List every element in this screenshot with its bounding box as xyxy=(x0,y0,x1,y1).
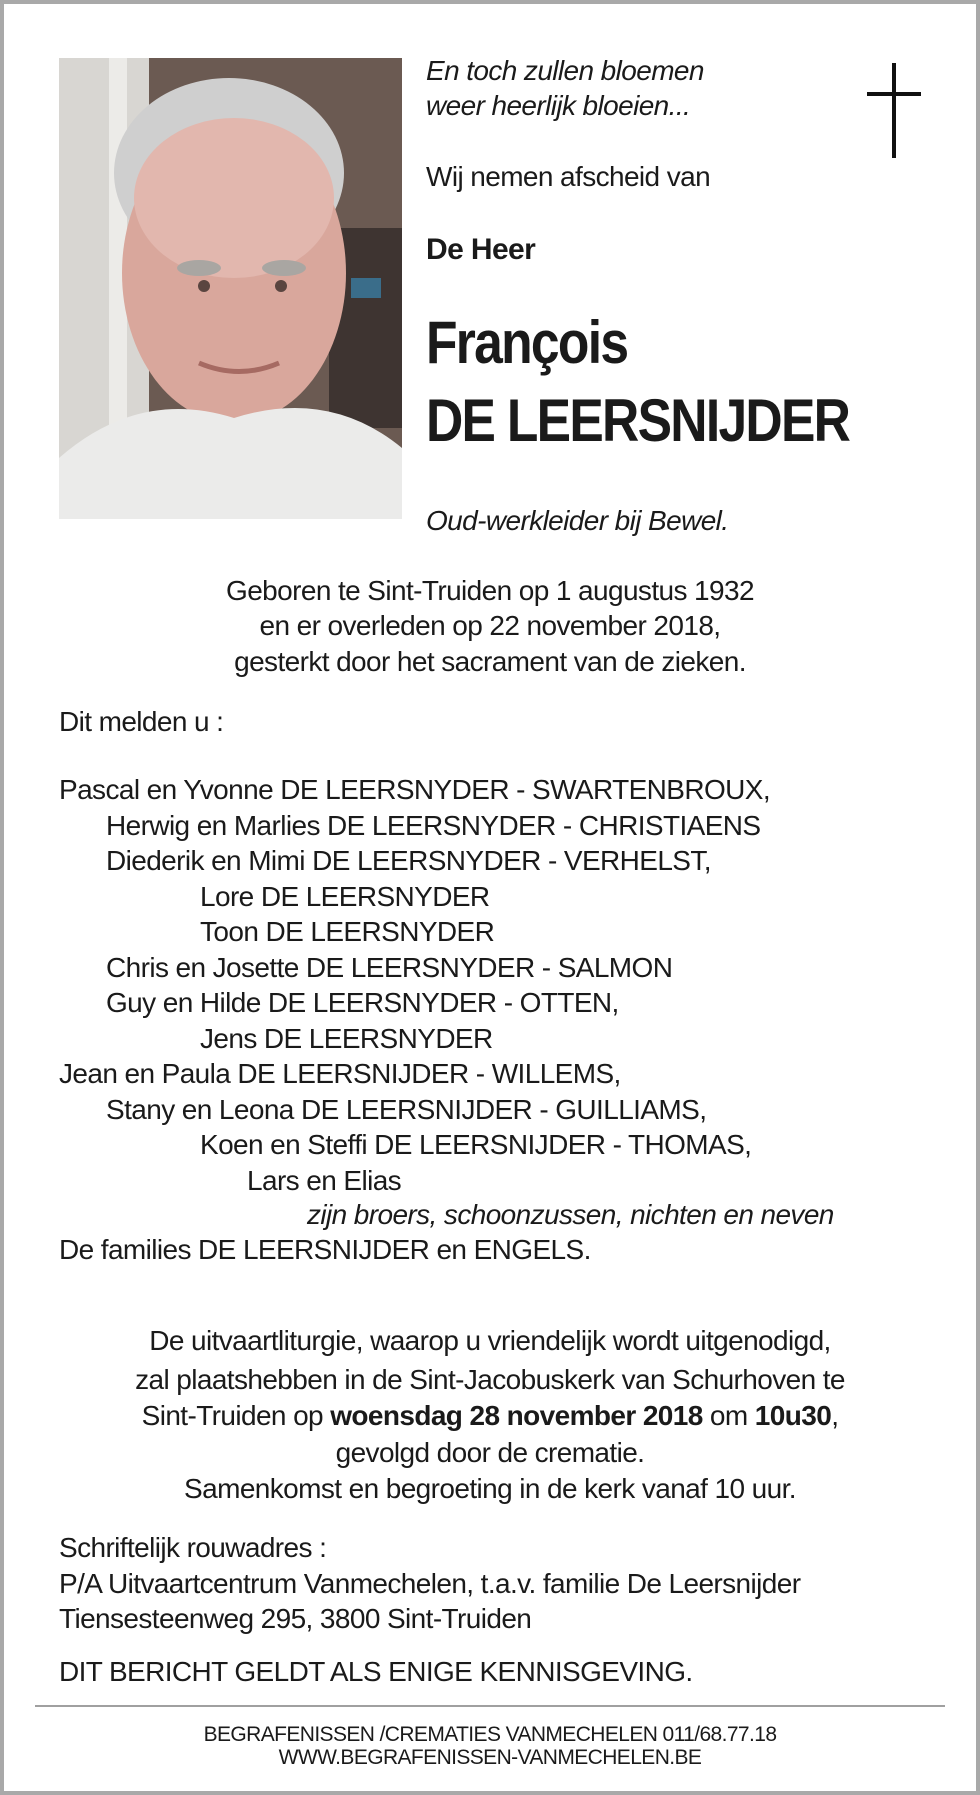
family-line: Diederik en Mimi DE LEERSNYDER - VERHELST, xyxy=(106,845,711,876)
announcers-intro: Dit melden u : xyxy=(59,706,224,737)
family-line: Toon DE LEERSNYDER xyxy=(200,916,495,947)
address-label: Schriftelijk rouwadres : xyxy=(59,1532,327,1563)
family-line: Jean en Paula DE LEERSNIJDER - WILLEMS, xyxy=(59,1058,621,1089)
family-line: Lars en Elias xyxy=(247,1165,402,1196)
poem-line-1: En toch zullen bloemen xyxy=(426,55,704,86)
family-line: Jens DE LEERSNYDER xyxy=(200,1023,493,1054)
funeral-line-3 xyxy=(0,1398,980,1434)
deceased-first-name: François xyxy=(426,309,628,376)
relation-line: zijn broers, schoonzussen, nichten en neven xyxy=(307,1199,834,1230)
funeral-line-4: gevolgd door de crematie. xyxy=(335,1437,645,1468)
occupation-text: Oud-werkleider bij Bewel. xyxy=(426,505,729,536)
funeral-line-2: zal plaatshebben in de Sint-Jacobuskerk van Schurhoven te xyxy=(135,1364,845,1395)
family-line: Lore DE LEERSNYDER xyxy=(200,881,490,912)
family-line: Pascal en Yvonne DE LEERSNYDER - SWARTENBROUX, xyxy=(59,774,771,805)
footer-divider xyxy=(35,1705,945,1707)
funeral-om-text: om xyxy=(702,1400,755,1431)
deceased-last-name: DE LEERSNIJDER xyxy=(426,387,850,454)
family-line: Herwig en Marlies DE LEERSNYDER - CHRISTIAENS xyxy=(106,810,761,841)
birth-line: Geboren te Sint-Truiden op 1 augustus 1932 xyxy=(226,575,754,606)
funeral-time: 10u30 xyxy=(754,1400,832,1431)
intro-text: Wij nemen afscheid van xyxy=(426,161,711,192)
title-text: De Heer xyxy=(426,233,536,266)
funeral-date: woensdag 28 november 2018 xyxy=(330,1400,703,1431)
poem-line-2: weer heerlijk bloeien... xyxy=(426,90,691,121)
sacrament-line: gesterkt door het sacrament van de zieken. xyxy=(234,646,746,677)
funeral-comma: , xyxy=(831,1400,839,1431)
family-line: Koen en Steffi DE LEERSNIJDER - THOMAS, xyxy=(200,1129,752,1160)
footer-website[interactable]: WWW.BEGRAFENISSEN-VANMECHELEN.BE xyxy=(278,1746,702,1769)
funeral-line-5: Samenkomst en begroeting in de kerk vanaf 10 uur. xyxy=(184,1473,796,1504)
notice-text: DIT BERICHT GELDT ALS ENIGE KENNISGEVING. xyxy=(59,1656,693,1687)
death-line: en er overleden op 22 november 2018, xyxy=(259,610,721,641)
footer-company: BEGRAFENISSEN /CREMATIES VANMECHELEN 011/68.77.18 xyxy=(203,1723,777,1746)
address-line-2: Tiensesteenweg 295, 3800 Sint-Truiden xyxy=(59,1603,532,1634)
funeral-place-text: Sint-Truiden op xyxy=(141,1400,331,1431)
cross-icon xyxy=(867,63,921,158)
address-line-1: P/A Uitvaartcentrum Vanmechelen, t.a.v. familie De Leersnijder xyxy=(59,1568,801,1599)
portrait-photo xyxy=(59,58,402,519)
family-line: Chris en Josette DE LEERSNYDER - SALMON xyxy=(106,952,673,983)
family-line: Stany en Leona DE LEERSNIJDER - GUILLIAMS, xyxy=(106,1094,707,1125)
families-line: De families DE LEERSNIJDER en ENGELS. xyxy=(59,1234,591,1265)
family-line: Guy en Hilde DE LEERSNYDER - OTTEN, xyxy=(106,987,619,1018)
funeral-line-1: De uitvaartliturgie, waarop u vriendelijk wordt uitgenodigd, xyxy=(149,1325,831,1356)
